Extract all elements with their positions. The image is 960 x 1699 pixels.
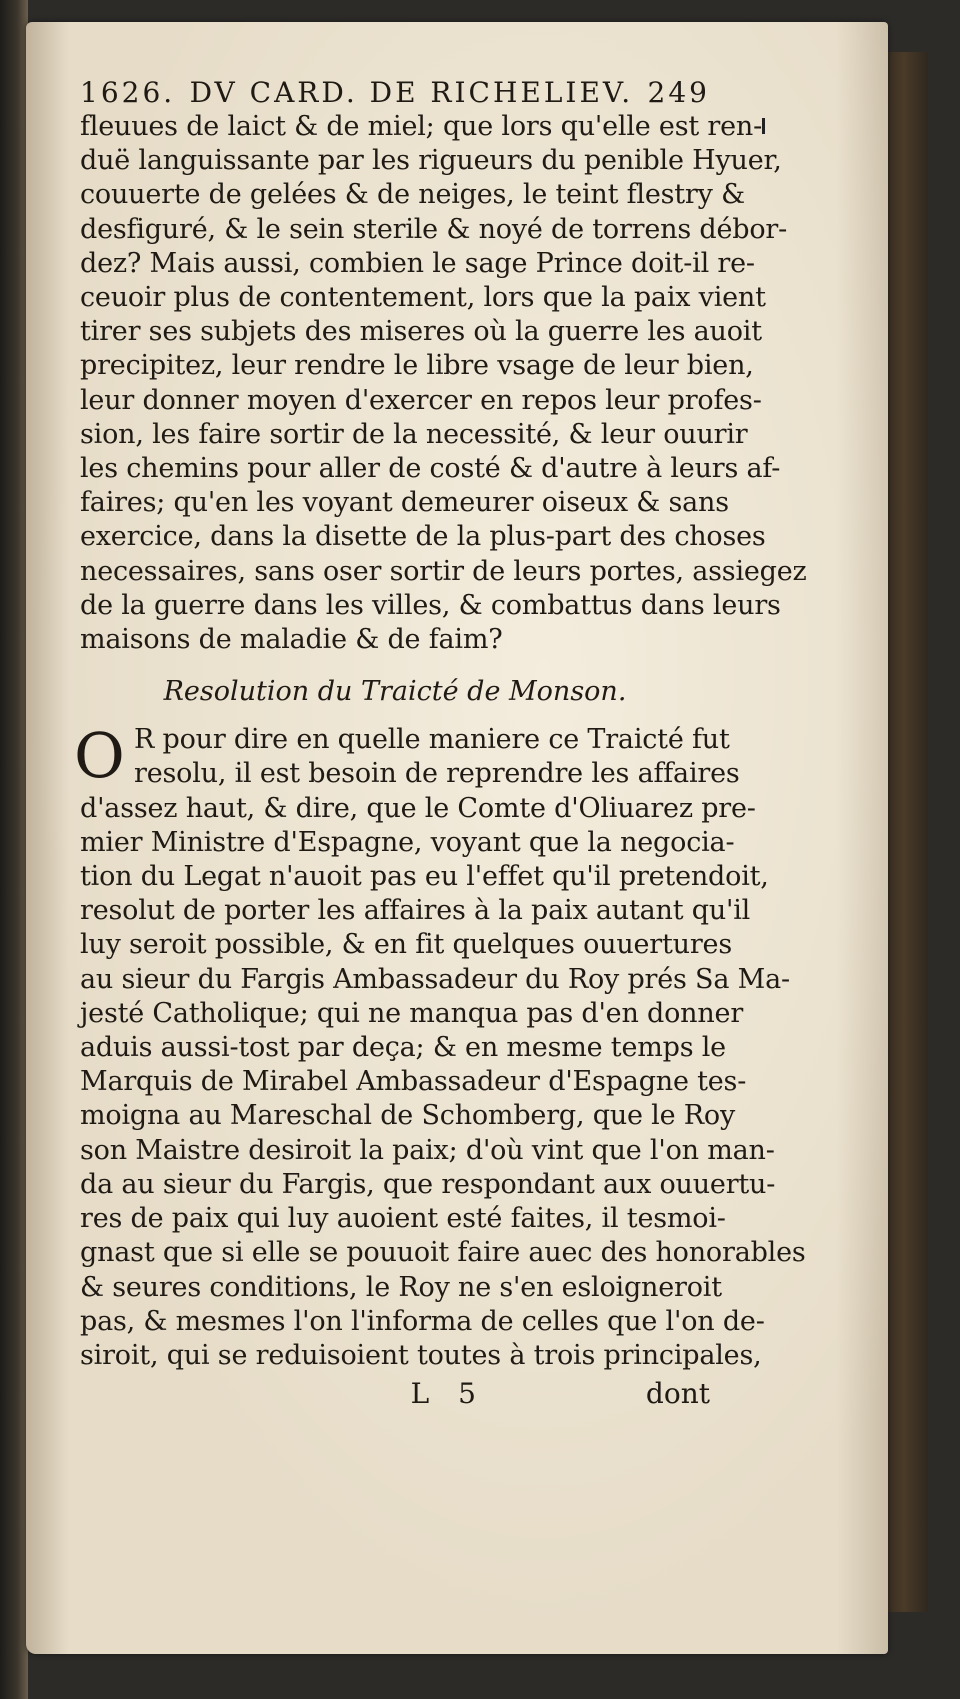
- paragraph-1: [80, 110, 807, 657]
- paragraph-2: [74, 719, 806, 1373]
- header-page-number: 249: [647, 76, 710, 109]
- book-spine-edge: [0, 0, 28, 1699]
- running-header: [80, 78, 710, 108]
- text-line: Marquis de Mirabel Ambassadeur d'Espagne tes-: [80, 1066, 747, 1098]
- page-footer: [80, 1377, 710, 1411]
- header-running-title: DV CARD. DE RICHELIEV.: [189, 76, 634, 109]
- margin-mark: [762, 118, 765, 134]
- text-line: leur donner moyen d'exercer en repos leur profes-: [80, 384, 762, 416]
- facing-page-edge: [888, 52, 928, 1612]
- text-line: tion du Legat n'auoit pas eu l'effet qu'il pretendoit,: [80, 861, 769, 893]
- text-line: precipitez, leur rendre le libre vsage de leur bien,: [80, 350, 754, 382]
- text-line: faires; qu'en les voyant demeurer oiseux & sans: [80, 487, 729, 519]
- text-line: sion, les faire sortir de la necessité, & leur ouurir: [80, 418, 748, 450]
- text-line: les chemins pour aller de costé & d'autre à leurs af-: [80, 453, 781, 485]
- text-line: da au sieur du Fargis, que respondant aux ouuertu-: [80, 1168, 776, 1200]
- text-line: duë languissante par les rigueurs du penible Hyuer,: [80, 145, 782, 177]
- text-line: au sieur du Fargis Ambassadeur du Roy prés Sa Ma-: [80, 963, 790, 995]
- text-line: luy seroit possible, & en fit quelques ouuertures: [80, 929, 732, 961]
- text-line: necessaires, sans oser sortir de leurs portes, assiegez: [80, 555, 807, 587]
- text-line: exercice, dans la disette de la plus-part des choses: [80, 521, 766, 553]
- text-line: pas, & mesmes l'on l'informa de celles que l'on de-: [80, 1305, 765, 1337]
- text-line: res de paix qui luy auoient esté faites, il tesmoi-: [80, 1203, 726, 1235]
- signature-mark: L 5: [410, 1377, 486, 1411]
- text-line: resolut de porter les affaires à la paix autant qu'il: [80, 895, 751, 927]
- text-line: jesté Catholique; qui ne manqua pas d'en donner: [80, 997, 744, 1029]
- text-line: resolu, il est besoin de reprendre les affaires: [134, 758, 740, 790]
- text-line: couuerte de gelées & de neiges, le teint flestry &: [80, 179, 745, 211]
- catchword: dont: [645, 1377, 710, 1411]
- drop-cap: O: [74, 719, 125, 793]
- text-line: gnast que si elle se pouuoit faire auec des honorables: [80, 1237, 806, 1269]
- section-heading: Resolution du Traicté de Monson.: [163, 676, 627, 708]
- text-line: dez? Mais aussi, combien le sage Prince doit-il re-: [80, 247, 755, 279]
- text-line: moigna au Mareschal de Schomberg, que le Roy: [80, 1100, 736, 1132]
- page-text: [74, 76, 807, 1411]
- text-line: de la guerre dans les villes, & combattus dans leurs: [80, 589, 781, 621]
- header-year: 1626.: [80, 76, 176, 109]
- text-line: ceuoir plus de contentement, lors que la paix vient: [80, 282, 766, 314]
- text-line: maisons de maladie & de faim?: [80, 624, 503, 656]
- text-line: mier Ministre d'Espagne, voyant que la negocia-: [80, 826, 735, 858]
- text-line: aduis aussi-tost par deça; & en mesme temps le: [80, 1032, 726, 1064]
- text-line: son Maistre desiroit la paix; d'où vint que l'on man-: [80, 1134, 775, 1166]
- text-line: R pour dire en quelle maniere ce Traicté fut: [134, 724, 730, 756]
- text-line: & seures conditions, le Roy ne s'en esloigneroit: [80, 1271, 722, 1303]
- text-line: desfiguré, & le sein sterile & noyé de torrens débor-: [80, 213, 788, 245]
- text-line: fleuues de laict & de miel; que lors qu'elle est ren-: [80, 111, 763, 142]
- text-line: d'assez haut, & dire, que le Comte d'Oliuarez pre-: [80, 792, 756, 824]
- text-line: tirer ses subjets des miseres où la guerre les auoit: [80, 316, 762, 348]
- text-line: siroit, qui se reduisoient toutes à trois principales,: [80, 1339, 762, 1371]
